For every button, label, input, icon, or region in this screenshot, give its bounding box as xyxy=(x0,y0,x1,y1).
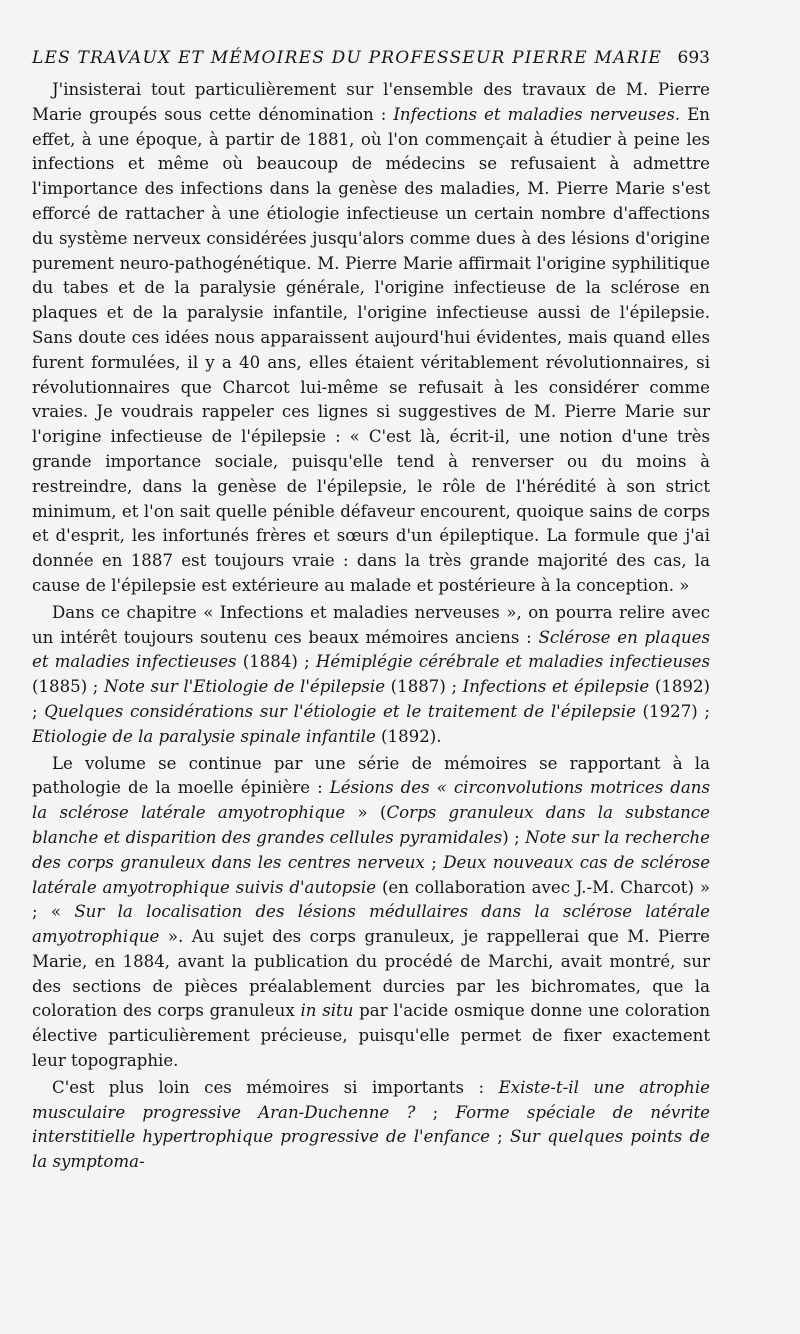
text-segment: » ( xyxy=(345,803,387,823)
text-segment: (1927) ; xyxy=(635,701,710,721)
italic-segment: Lésions des « circonvolutions motrices dans la sclérose latérale amyotrophique xyxy=(32,778,710,823)
text-segment: (en collaboration avec J.-M. Charcot) » ; « xyxy=(32,877,710,922)
text-segment: Dans ce chapitre « Infections et maladies nerveuses », on pourra relire avec un intérêt toujours soutenu ces beaux mémoires anciens : xyxy=(32,602,710,647)
italic-segment: Corps granuleux dans la substance blanche et disparition des grandes cellules pyramidales xyxy=(32,803,710,847)
italic-segment: Sur la localisation des lésions médullaires dans la sclérose latérale amyotrophique xyxy=(32,902,710,947)
text-segment: En effet, à une époque, à partir de 1881, où l'on commençait à étudier à peine les infections et même où beaucoup de médecins se refusaient à admettre l'importance des infections dans la genèse des maladies, M. Pierre Marie s'est efforcé de rattacher à une étiologie infectieuse un certain nombre d'affections du système nerveux considérées jusqu'alors comme dues à des lésions d'origine purement neuro-pathogénétique. M. Pierre Marie affirmait l'origine syphilitique du tabes et de la paralysie générale, l'origine infectieuse de la sclérose en plaques et de la paralysie infantile, l'origine infectieuse aussi de l'épilepsie. Sans doute ces idées nous apparaissent aujourd'hui évidentes, mais quand elles furent formulées, il y a 40 ans, elles étaient véritablement révolutionnaires, si révolutionnaires que Charcot lui-même se refusait à les considérer comme vraies. Je voudrais rappeler ces lignes si suggestives de M. Pierre Marie sur l'origine infectieuse de l'épilepsie : « C'est là, écrit-il, une notion d'une très grande importance sociale, puisqu'elle tend à renverser ou du moins à restreindre, dans la genèse de l'épilepsie, le rôle de l'hérédité à son strict minimum, et l'on sait quelle pénible défaveur encourent, quoique sains de corps et d'esprit, les infortunés frères et sœurs d'un épileptique. La formule que j'ai donnée en 1887 est toujours vraie : dans la très grande majorité des cas, la cause de l'épilepsie est extérieure au malade et postérieure à la conception. » xyxy=(32,104,710,595)
paragraph xyxy=(32,601,710,750)
italic-segment: Infections et maladies nerveuses. xyxy=(393,104,681,124)
text-segment: ; xyxy=(489,1127,510,1147)
running-header xyxy=(32,48,710,68)
text-segment: (1884) ; xyxy=(236,652,316,672)
text-segment: ; xyxy=(415,1102,456,1122)
text-segment: (1892). xyxy=(375,726,442,746)
italic-segment: Deux nouveaux cas de sclérose latérale amyotrophique suivis d'autopsie xyxy=(32,852,711,897)
italic-segment: Sclérose en plaques et maladies infectieuses xyxy=(32,627,710,672)
paragraph xyxy=(32,1076,710,1175)
body-text xyxy=(32,78,710,1175)
italic-segment: Note sur la recherche des corps granuleux dans les centres nerveux xyxy=(32,827,710,872)
italic-segment: Hémiplégie cérébrale et maladies infectieuses xyxy=(315,652,710,672)
text-segment: par l'acide osmique donne une coloration élective particulièrement précieuse, puisqu'elle permet de fixer exactement leur topographie. xyxy=(32,1001,711,1071)
text-segment: ; xyxy=(424,852,444,872)
text-segment: ) ; xyxy=(502,827,526,847)
italic-segment: in situ xyxy=(300,1001,354,1021)
text-segment: ». Au sujet des corps granuleux, je rappellerai que M. Pierre Marie, en 1884, avant la publication du procédé de Marchi, avait montré, sur des sections de pièces préalablement durcies par les bichromates, que la coloration des corps granuleux xyxy=(32,927,710,1021)
italic-segment: Existe-t-il une atrophie musculaire progressive Aran-Duchenne ? xyxy=(32,1077,710,1122)
page-number: 693 xyxy=(677,48,710,68)
running-title: LES TRAVAUX ET MÉMOIRES DU PROFESSEUR PIERRE MARIE xyxy=(32,48,663,68)
italic-segment: Quelques considérations sur l'étiologie et le traitement de l'épilepsie xyxy=(44,701,636,721)
text-segment: (1892) ; xyxy=(32,677,710,721)
text-segment: (1885) ; xyxy=(32,677,104,697)
text-segment: Le volume se continue par une série de mémoires se rapportant à la pathologie de la moelle épinière : xyxy=(32,753,710,798)
text-segment: J'insisterai tout particulièrement sur l'ensemble des travaux de M. Pierre Marie groupés sous cette dénomination : xyxy=(32,80,710,124)
italic-segment: Sur quelques points de la symptoma- xyxy=(32,1127,710,1172)
paragraph xyxy=(32,78,710,599)
italic-segment: Note sur l'Etiologie de l'épilepsie xyxy=(104,677,386,697)
text-segment: C'est plus loin ces mémoires si importants : xyxy=(52,1077,499,1097)
paragraph xyxy=(32,752,710,1074)
text-segment: (1887) ; xyxy=(385,677,463,697)
italic-segment: Etiologie de la paralysie spinale infantile xyxy=(32,726,376,746)
italic-segment: Forme spéciale de névrite interstitielle hypertrophique progressive de l'enfance xyxy=(32,1102,710,1147)
italic-segment: Infections et épilepsie xyxy=(462,677,650,697)
